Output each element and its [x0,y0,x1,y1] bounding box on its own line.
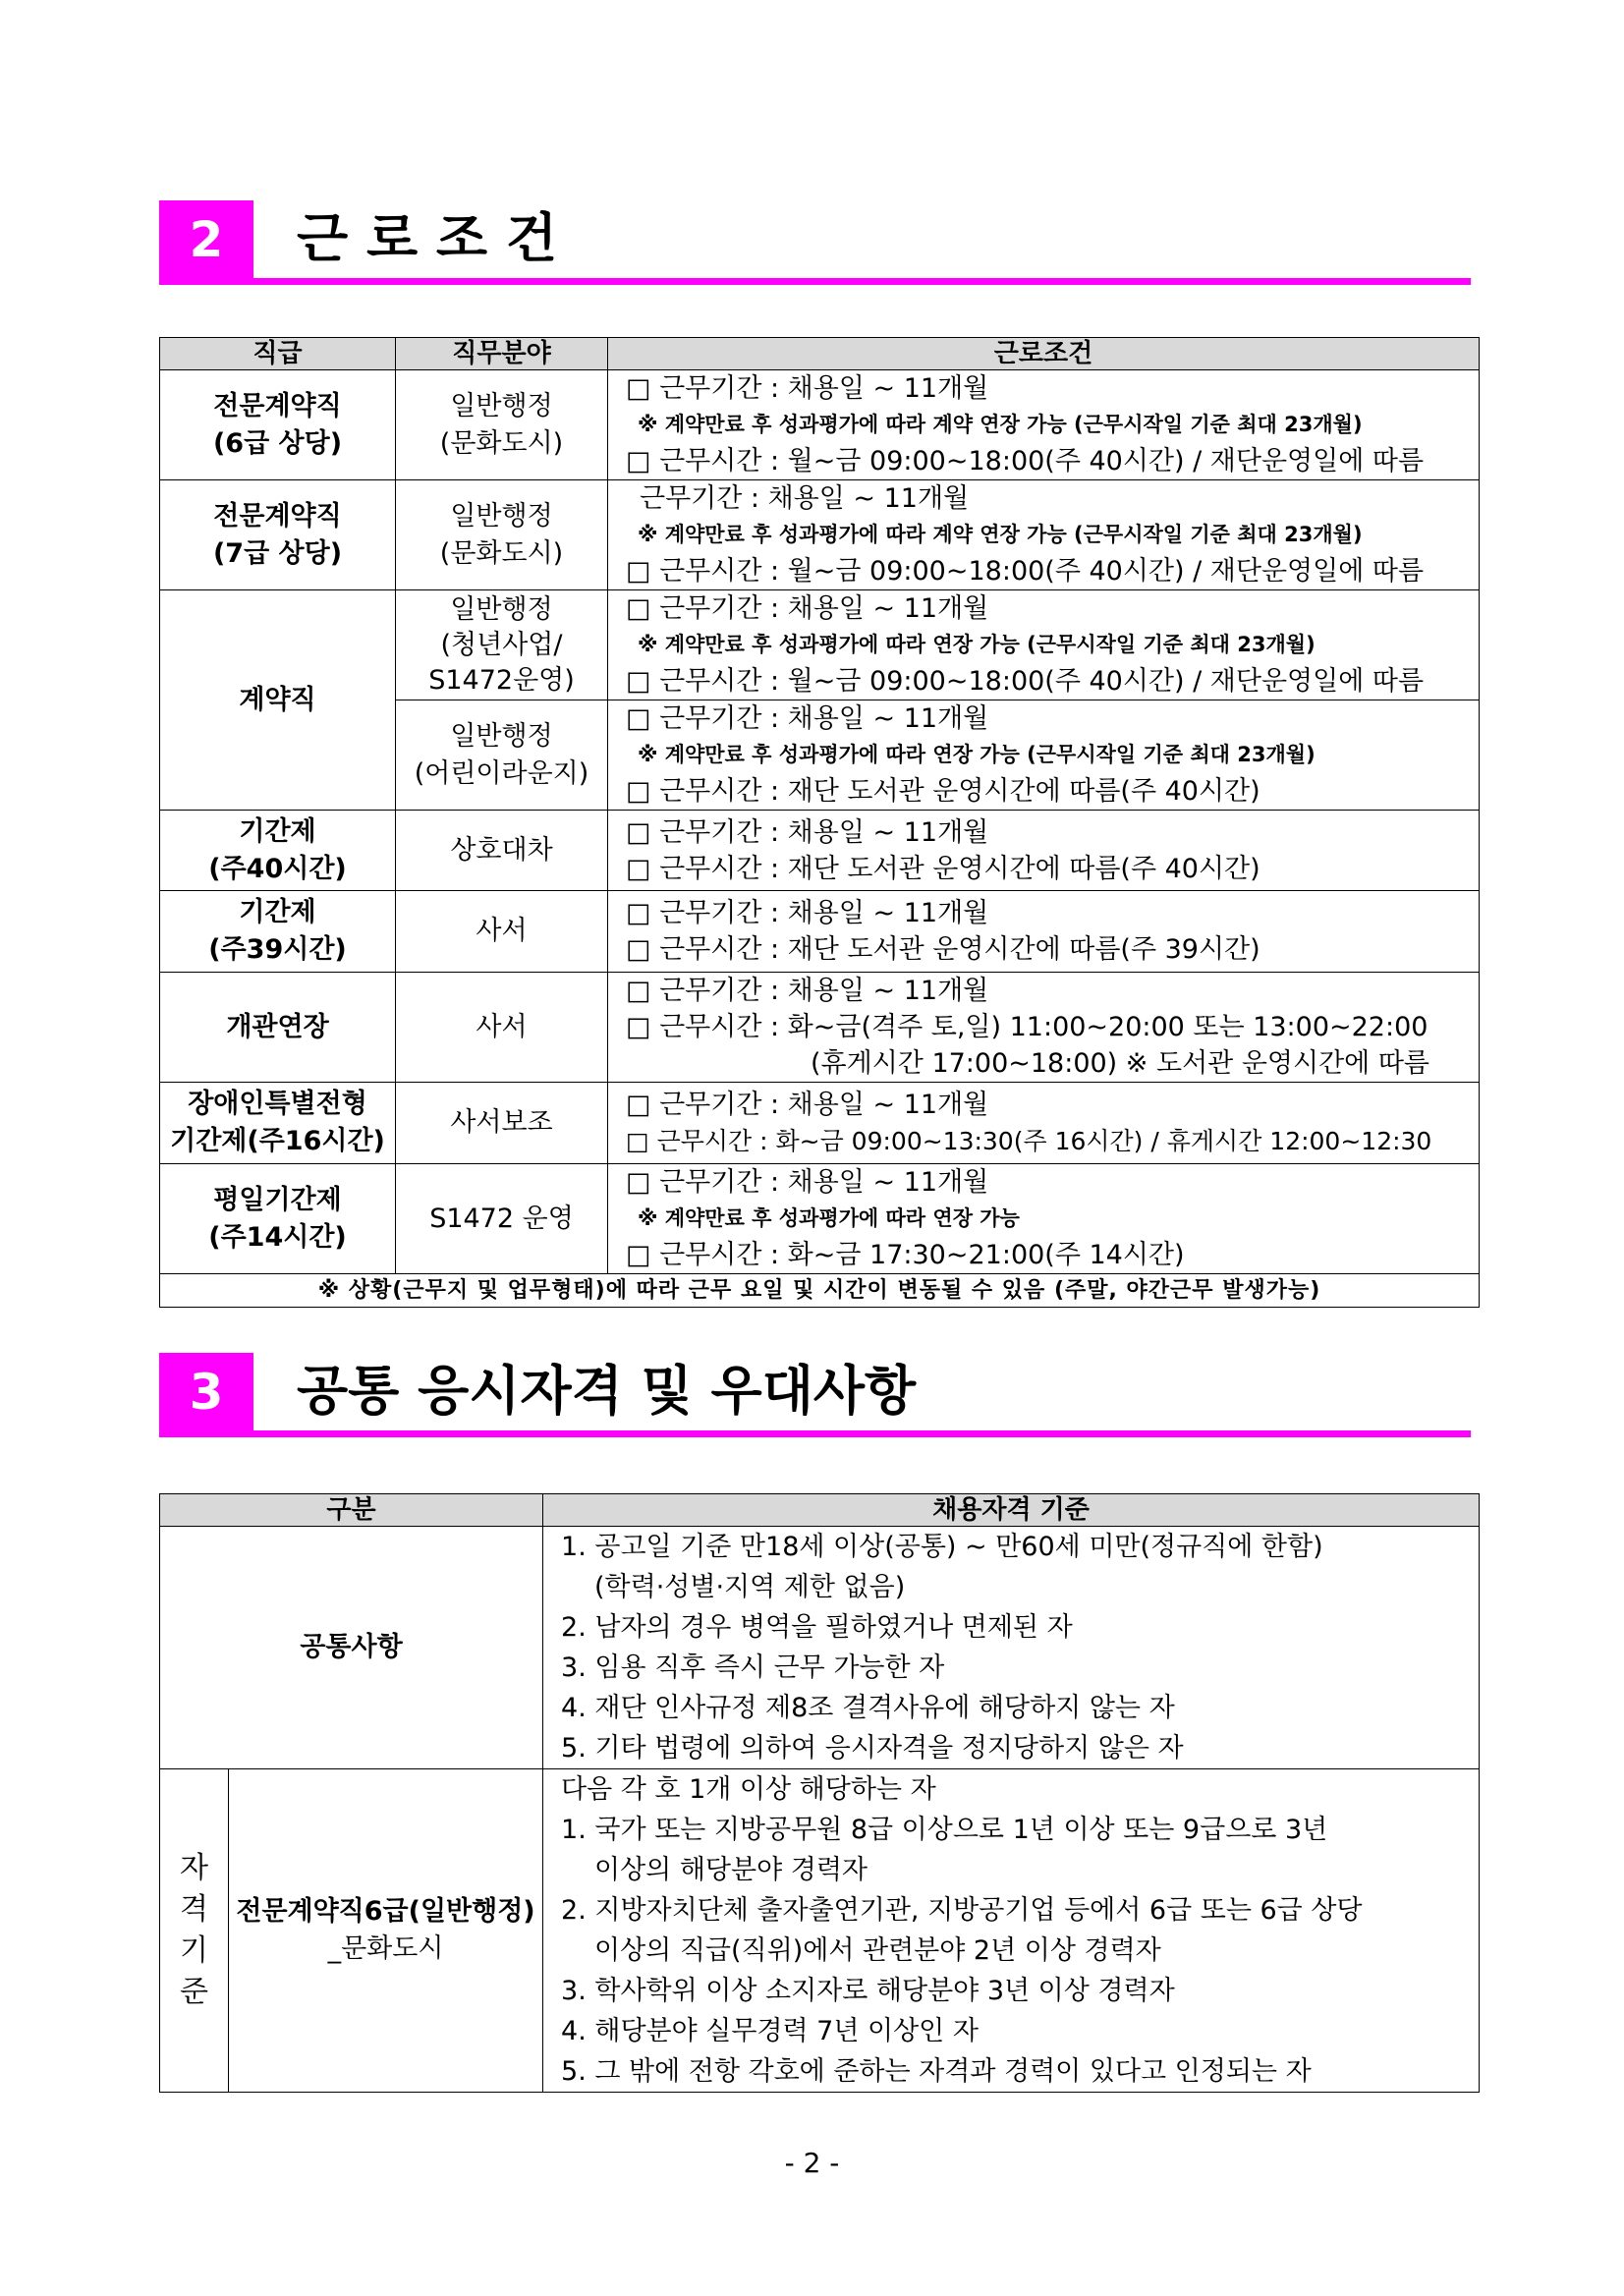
condition-line: □ 근무기간 : 채용일 ~ 11개월 [626,703,989,734]
field-cell [396,1164,608,1274]
page-number: - 2 - [784,2147,840,2179]
condition-line: □ 근무기간 : 채용일 ~ 11개월 [626,1090,989,1120]
qualification-label [229,1769,543,2093]
criteria-item: 1. 공고일 기준 만18세 이상(공통) ~ 만60세 미만(정규직에 한함) [561,1532,1323,1562]
conditions-cell [608,370,1480,480]
condition-line: □ 근무기간 : 채용일 ~ 11개월 [626,593,989,624]
condition-line: □ 근무시간 : 재단 도서관 운영시간에 따름(주 40시간) [626,776,1260,807]
condition-note: ※ 계약만료 후 성과평가에 따라 연장 가능 (근무시작일 기준 최대 23개월) [638,633,1316,656]
table-row [160,1527,1480,1769]
qualification-criteria-cell [543,1769,1480,2093]
condition-line: □ 근무시간 : 화~금 17:30~21:00(주 14시간) [626,1240,1185,1270]
criteria-item: 2. 지방자치단체 출자출연기관, 지방공기업 등에서 6급 또는 6급 상당 [561,1895,1363,1926]
condition-note: ※ 계약만료 후 성과평가에 따라 계약 연장 가능 (근무시작일 기준 최대 23개월) [638,413,1363,436]
grade-line: (7급 상당) [212,537,343,569]
grade-line: (주39시간) [208,934,347,965]
table-row [160,1083,1480,1164]
grade-line: 전문계약직 [213,500,342,532]
condition-line: □ 근무시간 : 화~금(격주 토,일) 11:00~20:00 또는 13:00~22:00 [626,1012,1428,1042]
field-cell [396,1083,608,1164]
field-line: 일반행정 [450,720,553,752]
field-cell [396,973,608,1083]
condition-note: ※ 계약만료 후 성과평가에 따라 연장 가능 (근무시작일 기준 최대 23개월) [638,743,1316,766]
grade-cell [160,973,396,1083]
conditions-cell [608,1164,1480,1274]
section2-underline [159,278,1471,285]
condition-line: 근무기간 : 채용일 ~ 11개월 [640,483,970,514]
grade-line: 평일기간제 [213,1184,342,1215]
grade-cell [160,590,396,811]
table-row [160,1164,1480,1274]
section2-title: 근 로 조 건 [297,207,558,269]
side-char: 기 [180,1933,208,1968]
condition-line: □ 근무시간 : 월~금 09:00~18:00(주 40시간) / 재단운영일에 따름 [626,666,1425,697]
criteria-item: 이상의 해당분야 경력자 [594,1855,868,1885]
qualification-side-label [160,1769,229,2093]
table-row [160,590,1480,700]
grade-line: 장애인특별전형 [188,1089,367,1119]
common-label: 공통사항 [160,1527,543,1769]
section2-heading [159,198,1471,320]
common-criteria-cell [543,1527,1480,1769]
field-cell [396,370,608,480]
criteria-item: 4. 재단 인사규정 제8조 결격사유에 해당하지 않는 자 [561,1693,1175,1723]
field-line: 일반행정 [450,593,553,625]
grade-line: 계약직 [239,684,316,715]
conditions-cell [608,891,1480,973]
header-category: 구분 [160,1494,543,1527]
criteria-item: 3. 학사학위 이상 소지자로 해당분야 3년 이상 경력자 [561,1976,1175,2006]
criteria-item: 다음 각 호 1개 이상 해당하는 자 [561,1774,936,1805]
conditions-cell [608,811,1480,891]
grade-line: 개관연장 [226,1011,329,1042]
side-char: 자 [180,1851,208,1885]
section3-number: 3 [159,1353,253,1432]
grade-line: (6급 상당) [212,427,343,459]
conditions-cell [608,590,1480,700]
condition-note: ※ 계약만료 후 성과평가에 따라 계약 연장 가능 (근무시작일 기준 최대 23개월) [638,523,1363,546]
field-line: 일반행정 [450,390,553,421]
criteria-item: 이상의 직급(직위)에서 관련분야 2년 이상 경력자 [594,1935,1161,1966]
field-line: 일반행정 [450,500,553,532]
grade-line: 기간제(주16시간) [170,1126,385,1156]
grade-line: 전문계약직 [213,390,342,421]
criteria-item: (학력·성별·지역 제한 없음) [594,1572,906,1602]
field-cell [396,590,608,700]
field-line: S1472운영) [428,664,575,696]
conditions-cell [608,480,1480,590]
condition-line: □ 근무시간 : 월~금 09:00~18:00(주 40시간) / 재단운영일에 따름 [626,556,1425,587]
table-row [160,811,1480,891]
grade-cell [160,891,396,973]
table-row [160,891,1480,973]
section3-title: 공통 응시자격 및 우대사항 [297,1360,917,1422]
field-line: 상호대차 [450,834,553,866]
table-row [160,1769,1480,2093]
grade-line: 기간제 [239,815,316,847]
criteria-item: 3. 임용 직후 즉시 근무 가능한 자 [561,1652,945,1683]
header-field: 직무분야 [396,338,608,370]
header-grade: 직급 [160,338,396,370]
criteria-item: 5. 그 밖에 전항 각호에 준하는 자격과 경력이 있다고 인정되는 자 [561,2056,1312,2087]
side-char: 준 [180,1975,208,2009]
grade-line: (주14시간) [208,1221,347,1253]
section3-heading [159,1351,1471,1473]
field-line: (어린이라운지) [414,757,589,789]
qual-label-line: 전문계약직6급(일반행정) [236,1896,535,1927]
condition-note: ※ 계약만료 후 성과평가에 따라 연장 가능 [638,1206,1020,1230]
condition-line: □ 근무시간 : 월~금 09:00~18:00(주 40시간) / 재단운영일에 따름 [626,446,1425,476]
table-row [160,370,1480,480]
table-footnote: ※ 상황(근무지 및 업무형태)에 따라 근무 요일 및 시간이 변동될 수 있음 (주말, 야간근무 발생가능) [160,1274,1480,1308]
field-line: (문화도시) [439,537,564,569]
table-row [160,973,1480,1083]
header-conditions: 근로조건 [608,338,1480,370]
grade-cell [160,811,396,891]
grade-cell [160,480,396,590]
qual-label-line: _문화도시 [327,1933,444,1964]
side-char: 격 [180,1892,208,1927]
conditions-cell [608,973,1480,1083]
header-criteria: 채용자격 기준 [543,1494,1480,1527]
condition-line: □ 근무시간 : 화~금 09:00~13:30(주 16시간) / 휴게시간 12:00~12:30 [626,1127,1432,1155]
criteria-item: 2. 남자의 경우 병역을 필하였거나 면제된 자 [561,1612,1073,1643]
field-line: S1472 운영 [429,1203,574,1234]
criteria-item: 1. 국가 또는 지방공무원 8급 이상으로 1년 이상 또는 9급으로 3년 [561,1815,1328,1845]
grade-cell [160,1083,396,1164]
condition-line: □ 근무기간 : 채용일 ~ 11개월 [626,816,989,848]
field-line: 사서보조 [450,1107,553,1138]
field-cell [396,480,608,590]
criteria-item: 5. 기타 법령에 의하여 응시자격을 정지당하지 않은 자 [561,1733,1184,1764]
table-footnote-row [160,1274,1480,1308]
field-line: (문화도시) [439,427,564,459]
field-line: (청년사업/ [440,629,563,660]
field-line: 사서 [476,1011,528,1042]
condition-line: □ 근무기간 : 채용일 ~ 11개월 [626,373,989,404]
field-cell [396,811,608,891]
condition-line: □ 근무기간 : 채용일 ~ 11개월 [626,976,989,1006]
field-cell [396,891,608,973]
condition-line: (휴게시간 17:00~18:00) ※ 도서관 운영시간에 따름 [811,1048,1429,1079]
grade-cell [160,370,396,480]
criteria-item: 4. 해당분야 실무경력 7년 이상인 자 [561,2016,979,2046]
grade-cell [160,1164,396,1274]
condition-line: □ 근무기간 : 채용일 ~ 11개월 [626,898,989,928]
conditions-cell [608,700,1480,811]
field-cell [396,700,608,811]
conditions-cell [608,1083,1480,1164]
grade-line: 기간제 [239,897,316,927]
condition-line: □ 근무시간 : 재단 도서관 운영시간에 따름(주 40시간) [626,853,1260,884]
working-conditions-table [159,337,1480,1308]
section2-number: 2 [159,200,253,280]
grade-line: (주40시간) [208,853,347,884]
qualifications-table [159,1493,1480,2093]
condition-line: □ 근무기간 : 채용일 ~ 11개월 [626,1167,989,1198]
field-line: 사서 [476,916,528,946]
section3-underline [159,1430,1471,1437]
condition-line: □ 근무시간 : 재단 도서관 운영시간에 따름(주 39시간) [626,934,1260,965]
table-row [160,480,1480,590]
